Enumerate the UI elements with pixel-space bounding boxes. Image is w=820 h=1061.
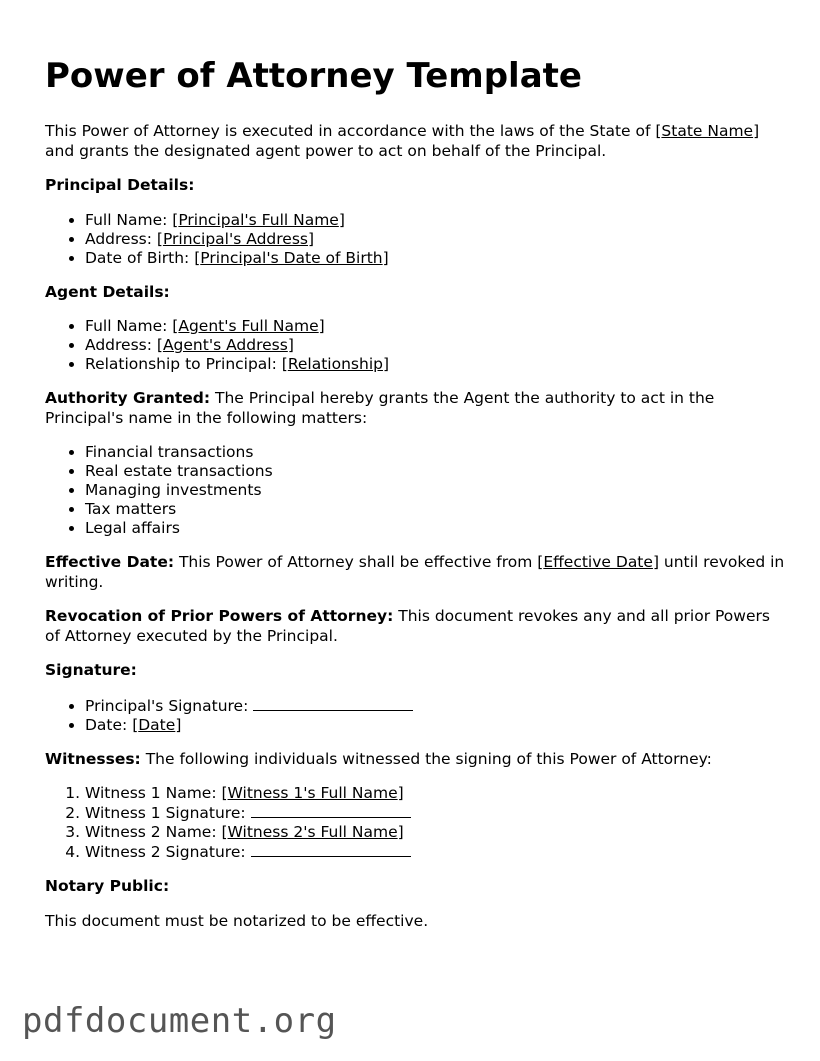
bracket: ] <box>382 355 390 373</box>
effective-text-end: ] until revoked in writing. <box>45 553 785 591</box>
item-label: Witness 2 Name: [ <box>85 823 228 841</box>
witness-1-signature-line <box>251 803 411 818</box>
list-item <box>85 842 785 862</box>
list-item: • Financial transactions <box>85 443 785 462</box>
witness-1-name-placeholder: Witness 1's Full Name <box>227 784 398 802</box>
agent-address-placeholder: Agent's Address <box>162 336 288 354</box>
item-label: Full Name: [ <box>85 210 179 229</box>
item-label: Witness 1 Signature: <box>85 804 251 822</box>
list-item <box>85 355 785 374</box>
witness-2-name-placeholder: Witness 2's Full Name <box>227 823 398 841</box>
effective-paragraph <box>45 553 785 592</box>
intro-text: This Power of Attorney is executed in accordance with the laws of the State of [ <box>45 122 662 140</box>
item-label: Full Name: [ <box>85 317 179 335</box>
revocation-paragraph <box>45 607 785 646</box>
list-item <box>85 249 785 268</box>
date-placeholder: Date <box>138 715 176 734</box>
agent-name-placeholder: Agent's Full Name <box>178 317 319 335</box>
notary-heading: Notary Public: <box>45 877 170 895</box>
bracket: ] <box>307 229 315 248</box>
witnesses-heading: Witnesses: <box>45 749 141 768</box>
agent-list <box>45 317 785 374</box>
item-label: Relationship to Principal: [ <box>85 355 288 373</box>
revocation-text: This document revokes any and all prior Powers of Attorney executed by the Principal. <box>45 607 770 645</box>
effective-heading: Effective Date: <box>45 553 175 571</box>
intro-text-end: ] and grants the designated agent power to act on behalf of the Principal. <box>45 122 760 160</box>
witness-2-signature-line <box>251 842 411 857</box>
bracket: ] <box>318 317 325 335</box>
effective-date-placeholder: Effective Date <box>543 553 653 571</box>
witnesses-list <box>45 784 785 862</box>
item-label: Witness 2 Signature: <box>85 843 251 861</box>
bracket: ] <box>397 784 404 802</box>
authority-text: The Principal hereby grants the Agent the authority to act in the Principal's name in the following matters: <box>45 389 715 427</box>
bracket: ] <box>338 210 345 229</box>
list-item <box>85 336 785 355</box>
principal-name-placeholder: Principal's Full Name <box>178 210 339 229</box>
principal-heading: Principal Details: <box>45 176 195 194</box>
item-label: Witness 1 Name: [ <box>85 784 228 802</box>
notary-text: This document must be notarized to be effective. <box>45 911 429 930</box>
bracket: ] <box>175 715 182 734</box>
authority-list <box>45 443 785 538</box>
revocation-heading: Revocation of Prior Powers of Attorney: <box>45 607 394 625</box>
list-item: • Tax matters <box>85 500 785 519</box>
state-name-placeholder: State Name <box>661 122 754 140</box>
item-label: Date: [ <box>85 715 139 734</box>
watermark: pdfdocument.org <box>22 1001 337 1041</box>
intro-paragraph <box>45 122 785 161</box>
item-label: Principal's Signature: <box>85 696 254 715</box>
witnesses-paragraph <box>45 750 785 770</box>
list-item <box>85 823 785 842</box>
principal-address-placeholder: Principal's Address <box>162 229 308 248</box>
bracket: ] <box>287 336 294 354</box>
relationship-placeholder: Relationship <box>287 355 383 373</box>
list-item: • Legal affairs <box>85 519 785 538</box>
authority-heading: Authority Granted: <box>45 389 211 407</box>
document-page <box>45 52 785 946</box>
list-item <box>85 716 785 735</box>
list-item <box>85 230 785 249</box>
signature-list <box>45 696 785 735</box>
list-item <box>85 696 785 716</box>
list-item <box>85 803 785 823</box>
principal-list <box>45 211 785 268</box>
list-item: • Managing investments <box>85 481 785 500</box>
item-label: Date of Birth: [ <box>85 248 201 267</box>
item-label: Address: [ <box>85 229 163 248</box>
list-item <box>85 211 785 230</box>
document-title: Power of Attorney Template <box>45 56 582 96</box>
witnesses-text: The following individuals witnessed the signing of this Power of Attorney: <box>140 749 712 768</box>
list-item <box>85 317 785 336</box>
list-item <box>85 784 785 803</box>
signature-heading: Signature: <box>45 661 137 679</box>
agent-heading: Agent Details: <box>45 282 170 301</box>
effective-text: This Power of Attorney shall be effective from [ <box>174 553 544 571</box>
list-item: • Real estate transactions <box>85 462 785 481</box>
authority-paragraph <box>45 389 785 428</box>
principal-signature-line <box>253 696 413 711</box>
bracket: ] <box>397 823 404 841</box>
principal-dob-placeholder: Principal's Date of Birth <box>200 248 383 267</box>
item-label: Address: [ <box>85 336 163 354</box>
bracket: ] <box>382 248 389 267</box>
